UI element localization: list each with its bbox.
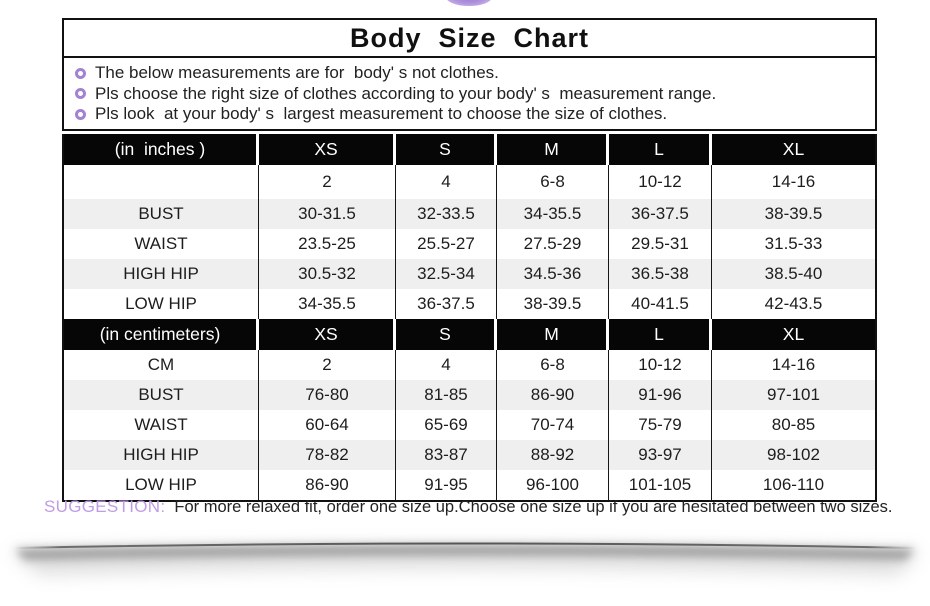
table-row-highhip-cm (64, 440, 875, 470)
col-header-xs: XS (259, 319, 396, 350)
cell: 6-8 (497, 165, 609, 199)
cell: 30.5-32 (259, 259, 396, 289)
cell: 27.5-29 (497, 229, 609, 259)
cell: 97-101 (712, 380, 875, 410)
col-header-s: S (396, 134, 497, 165)
cell: 81-85 (396, 380, 497, 410)
row-label: BUST (64, 380, 259, 410)
size-chart-table (62, 134, 877, 502)
cell: 4 (396, 350, 497, 380)
note-line (75, 84, 867, 105)
col-header-s: S (396, 319, 497, 350)
row-label: LOW HIP (64, 470, 259, 500)
cell: 38-39.5 (497, 289, 609, 319)
notes-box (62, 58, 877, 131)
cell: 36.5-38 (609, 259, 712, 289)
table-row-highhip-inches (64, 259, 875, 289)
page-bottom-shadow (0, 528, 930, 606)
table-row-sizes-cm (64, 350, 875, 380)
row-label: HIGH HIP (64, 440, 259, 470)
row-label: WAIST (64, 410, 259, 440)
cell: 32-33.5 (396, 199, 497, 229)
note-text: The below measurements are for body' s not clothes. (95, 63, 499, 83)
row-label: LOW HIP (64, 289, 259, 319)
bullet-ring-icon (75, 109, 86, 120)
cell: 2 (259, 165, 396, 199)
cell: 38-39.5 (712, 199, 875, 229)
bullet-ring-icon (75, 88, 86, 99)
cell: 38.5-40 (712, 259, 875, 289)
cell: 14-16 (712, 165, 875, 199)
table-row-waist-cm (64, 410, 875, 440)
table-row-lowhip-inches (64, 289, 875, 319)
table-row-bust-cm (64, 380, 875, 410)
cell: 6-8 (497, 350, 609, 380)
cell: 91-95 (396, 470, 497, 500)
cell: 25.5-27 (396, 229, 497, 259)
col-header-l: L (609, 134, 712, 165)
cell: 30-31.5 (259, 199, 396, 229)
col-header-xl: XL (712, 134, 875, 165)
unit-header-row-inches (64, 134, 875, 165)
note-line (75, 104, 867, 125)
cell: 80-85 (712, 410, 875, 440)
cell: 83-87 (396, 440, 497, 470)
suggestion-label: SUGGESTION: (44, 497, 166, 516)
cell: 101-105 (609, 470, 712, 500)
suggestion-text: For more relaxed fit, order one size up.Choose one size up if you are hesitated between two sizes. (174, 497, 893, 516)
cell: 76-80 (259, 380, 396, 410)
cell: 34-35.5 (259, 289, 396, 319)
note-text: Pls look at your body' s largest measurement to choose the size of clothes. (95, 104, 668, 124)
table-row-bust-inches (64, 199, 875, 229)
bullet-ring-icon (75, 68, 86, 79)
cell: 40-41.5 (609, 289, 712, 319)
cell: 86-90 (497, 380, 609, 410)
size-table (64, 134, 875, 500)
cell: 96-100 (497, 470, 609, 500)
col-header-l: L (609, 319, 712, 350)
table-row-sizes-inches (64, 165, 875, 199)
row-label: WAIST (64, 229, 259, 259)
cell: 75-79 (609, 410, 712, 440)
cell: 32.5-34 (396, 259, 497, 289)
row-label: HIGH HIP (64, 259, 259, 289)
cell: 93-97 (609, 440, 712, 470)
col-header-m: M (497, 319, 609, 350)
cell: 36-37.5 (609, 199, 712, 229)
row-label: CM (64, 350, 259, 380)
cell: 10-12 (609, 165, 712, 199)
unit-header-row-cm (64, 319, 875, 350)
note-text: Pls choose the right size of clothes according to your body' s measurement range. (95, 83, 717, 103)
col-header-xl: XL (712, 319, 875, 350)
cell: 88-92 (497, 440, 609, 470)
cell: 91-96 (609, 380, 712, 410)
suggestion-line (44, 496, 893, 518)
cell: 60-64 (259, 410, 396, 440)
cell: 42-43.5 (712, 289, 875, 319)
note-line (75, 63, 867, 84)
page-title-box (62, 18, 877, 58)
unit-header-inches: (in inches ) (64, 134, 259, 165)
cell: 106-110 (712, 470, 875, 500)
row-label: BUST (64, 199, 259, 229)
cell: 86-90 (259, 470, 396, 500)
unit-header-cm: (in centimeters) (64, 319, 259, 350)
cell: 34-35.5 (497, 199, 609, 229)
cell: 23.5-25 (259, 229, 396, 259)
purple-dot-icon (446, 0, 492, 6)
table-row-waist-inches (64, 229, 875, 259)
cell: 65-69 (396, 410, 497, 440)
cell: 36-37.5 (396, 289, 497, 319)
cell: 14-16 (712, 350, 875, 380)
col-header-m: M (497, 134, 609, 165)
cell: 78-82 (259, 440, 396, 470)
cell: 98-102 (712, 440, 875, 470)
cell: 4 (396, 165, 497, 199)
cell: 29.5-31 (609, 229, 712, 259)
cell: 70-74 (497, 410, 609, 440)
row-label (64, 165, 259, 199)
cell: 31.5-33 (712, 229, 875, 259)
page-title: Body Size Chart (349, 22, 590, 53)
cell: 10-12 (609, 350, 712, 380)
cell: 34.5-36 (497, 259, 609, 289)
cell: 2 (259, 350, 396, 380)
col-header-xs: XS (259, 134, 396, 165)
